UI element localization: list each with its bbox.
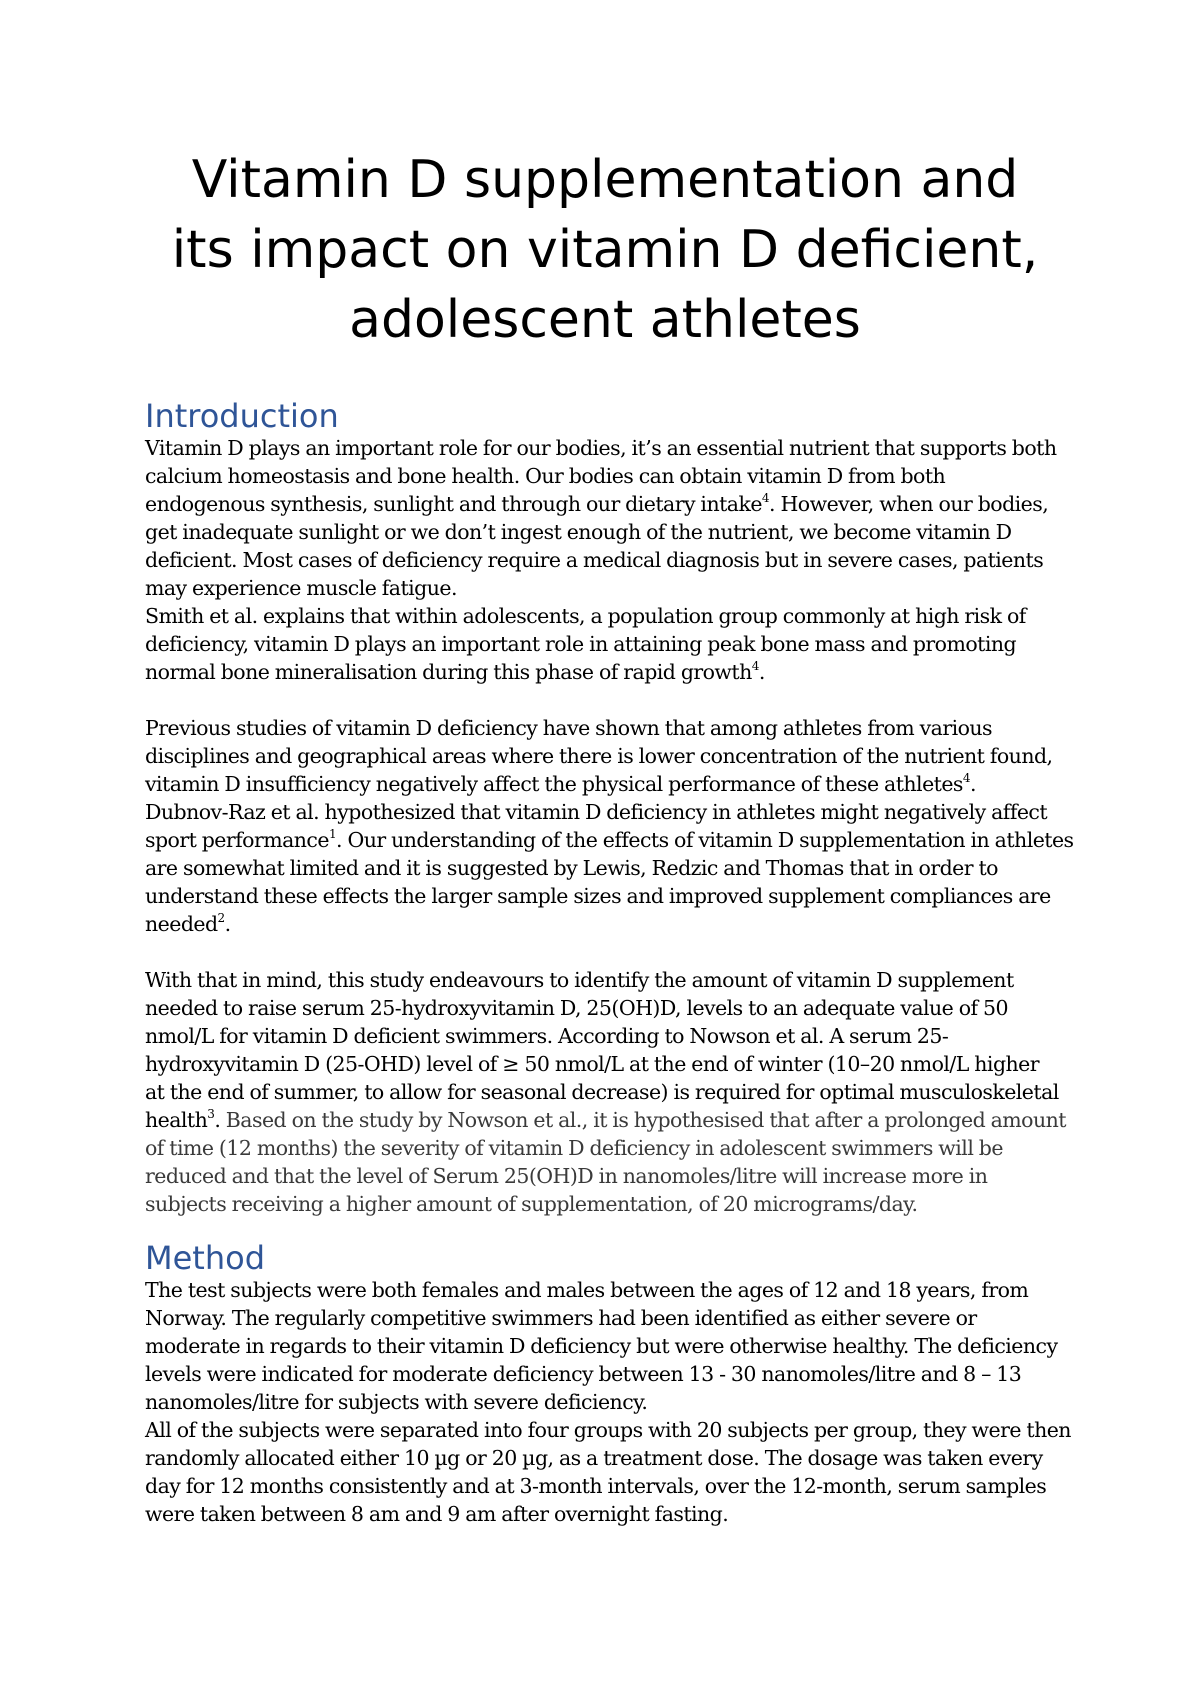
paragraph-line: hydroxyvitamin D (25-OHD) level of ≥ 50 nmol/L at the end of winter (10–20 nmol/L higher: [145, 1052, 1039, 1076]
paragraph-line: Smith et al. explains that within adolescents, a population group commonly at high risk of: [145, 604, 1026, 628]
title-line: its impact on vitamin D deficient,: [171, 220, 1039, 280]
paragraph-line: nmol/L for vitamin D deficient swimmers. According to Nowson et al. A serum 25-: [145, 1024, 949, 1048]
paragraph-line: understand these effects the larger sample sizes and improved supplement compliances are: [145, 884, 1051, 908]
paragraph-line: levels were indicated for moderate deficiency between 13 - 30 nanomoles/litre and 8 – 13: [145, 1362, 1022, 1386]
paragraph-line: calcium homeostasis and bone health. Our bodies can obtain vitamin D from both: [145, 464, 946, 488]
paragraph-line: Previous studies of vitamin D deficiency have shown that among athletes from various: [145, 716, 993, 740]
paragraph-line: moderate in regards to their vitamin D deficiency but were otherwise healthy. The deficiency: [145, 1334, 1058, 1358]
paragraph-line: Norway. The regularly competitive swimmers had been identified as either severe or: [145, 1306, 977, 1330]
paragraph-line: disciplines and geographical areas where there is lower concentration of the nutrient found,: [145, 744, 1053, 768]
title-line: Vitamin D supplementation and: [191, 150, 1019, 210]
paragraph-line: endogenous synthesis, sunlight and through our dietary intake$^4$. However, when our bodies,: [145, 491, 1049, 516]
title-line: adolescent athletes: [349, 290, 861, 350]
paragraph-line: of time (12 months) the severity of vitamin D deficiency in adolescent swimmers will be: [145, 1136, 1003, 1160]
paragraph-line: nanomoles/litre for subjects with severe deficiency.: [145, 1390, 648, 1414]
paragraph-line: vitamin D insufficiency negatively affect the physical performance of these athletes$^4$.: [145, 771, 976, 796]
paragraph-line: Dubnov-Raz et al. hypothesized that vitamin D deficiency in athletes might negatively affect: [145, 800, 1048, 824]
paragraph-line: The test subjects were both females and males between the ages of 12 and 18 years, from: [145, 1278, 1029, 1302]
paragraph-line: needed$^2$.: [145, 911, 231, 936]
paragraph-line: at the end of summer, to allow for seasonal decrease) is required for optimal musculoskeletal: [145, 1080, 1059, 1104]
paragraph-line: were taken between 8 am and 9 am after overnight fasting.: [145, 1502, 729, 1526]
introduction-body: [145, 434, 1075, 1218]
introduction-heading: Introduction: [145, 397, 339, 435]
citation-superscript: 4: [962, 771, 970, 785]
paragraph-line: are somewhat limited and it is suggested by Lewis, Redzic and Thomas that in order to: [145, 856, 998, 880]
method-heading: Method: [145, 1239, 266, 1277]
paragraph-line: randomly allocated either 10 µg or 20 µg, as a treatment dose. The dosage was taken every: [145, 1446, 1043, 1470]
paragraph-line: sport performance$^1$. Our understanding of the effects of vitamin D supplementation in athletes: [145, 827, 1074, 852]
paragraph-line: day for 12 months consistently and at 3-month intervals, over the 12-month, serum samples: [145, 1474, 1047, 1498]
paragraph-line: With that in mind, this study endeavours to identify the amount of vitamin D supplement: [145, 968, 1014, 992]
paragraph-line: subjects receiving a higher amount of supplementation, of 20 micrograms/day.: [145, 1192, 918, 1216]
paragraph-line: All of the subjects were separated into four groups with 20 subjects per group, they were then: [145, 1418, 1071, 1442]
paragraph-gap: [145, 938, 1075, 966]
paragraph-line: get inadequate sunlight or we don’t ingest enough of the nutrient, we become vitamin D: [145, 520, 1012, 544]
citation-superscript: 4: [761, 491, 770, 505]
method-body: [145, 1276, 1075, 1528]
paragraph-line: normal bone mineralisation during this phase of rapid growth$^4$.: [145, 659, 765, 684]
citation-superscript: 1: [328, 827, 337, 841]
citation-superscript: 2: [217, 911, 225, 925]
paragraph-line: deficient. Most cases of deficiency require a medical diagnosis but in severe cases, patients: [145, 548, 1044, 572]
document-title: [145, 145, 1065, 355]
paragraph-gap: [145, 686, 1075, 714]
paragraph-line: Vitamin D plays an important role for our bodies, it’s an essential nutrient that supports both: [145, 436, 1057, 460]
citation-superscript: 3: [207, 1107, 215, 1121]
paragraph-line: reduced and that the level of Serum 25(OH)D in nanomoles/litre will increase more in: [145, 1164, 988, 1188]
paragraph-line: health$^3$. Based on the study by Nowson et al., it is hypothesised that after a prolonged amount: [145, 1107, 1066, 1132]
paragraph-line: needed to raise serum 25-hydroxyvitamin D, 25(OH)D, levels to an adequate value of 50: [145, 996, 1009, 1020]
paragraph-line: may experience muscle fatigue.: [145, 576, 457, 600]
paragraph-line: deficiency, vitamin D plays an important role in attaining peak bone mass and promoting: [145, 632, 1017, 656]
citation-superscript: 4: [751, 659, 759, 673]
